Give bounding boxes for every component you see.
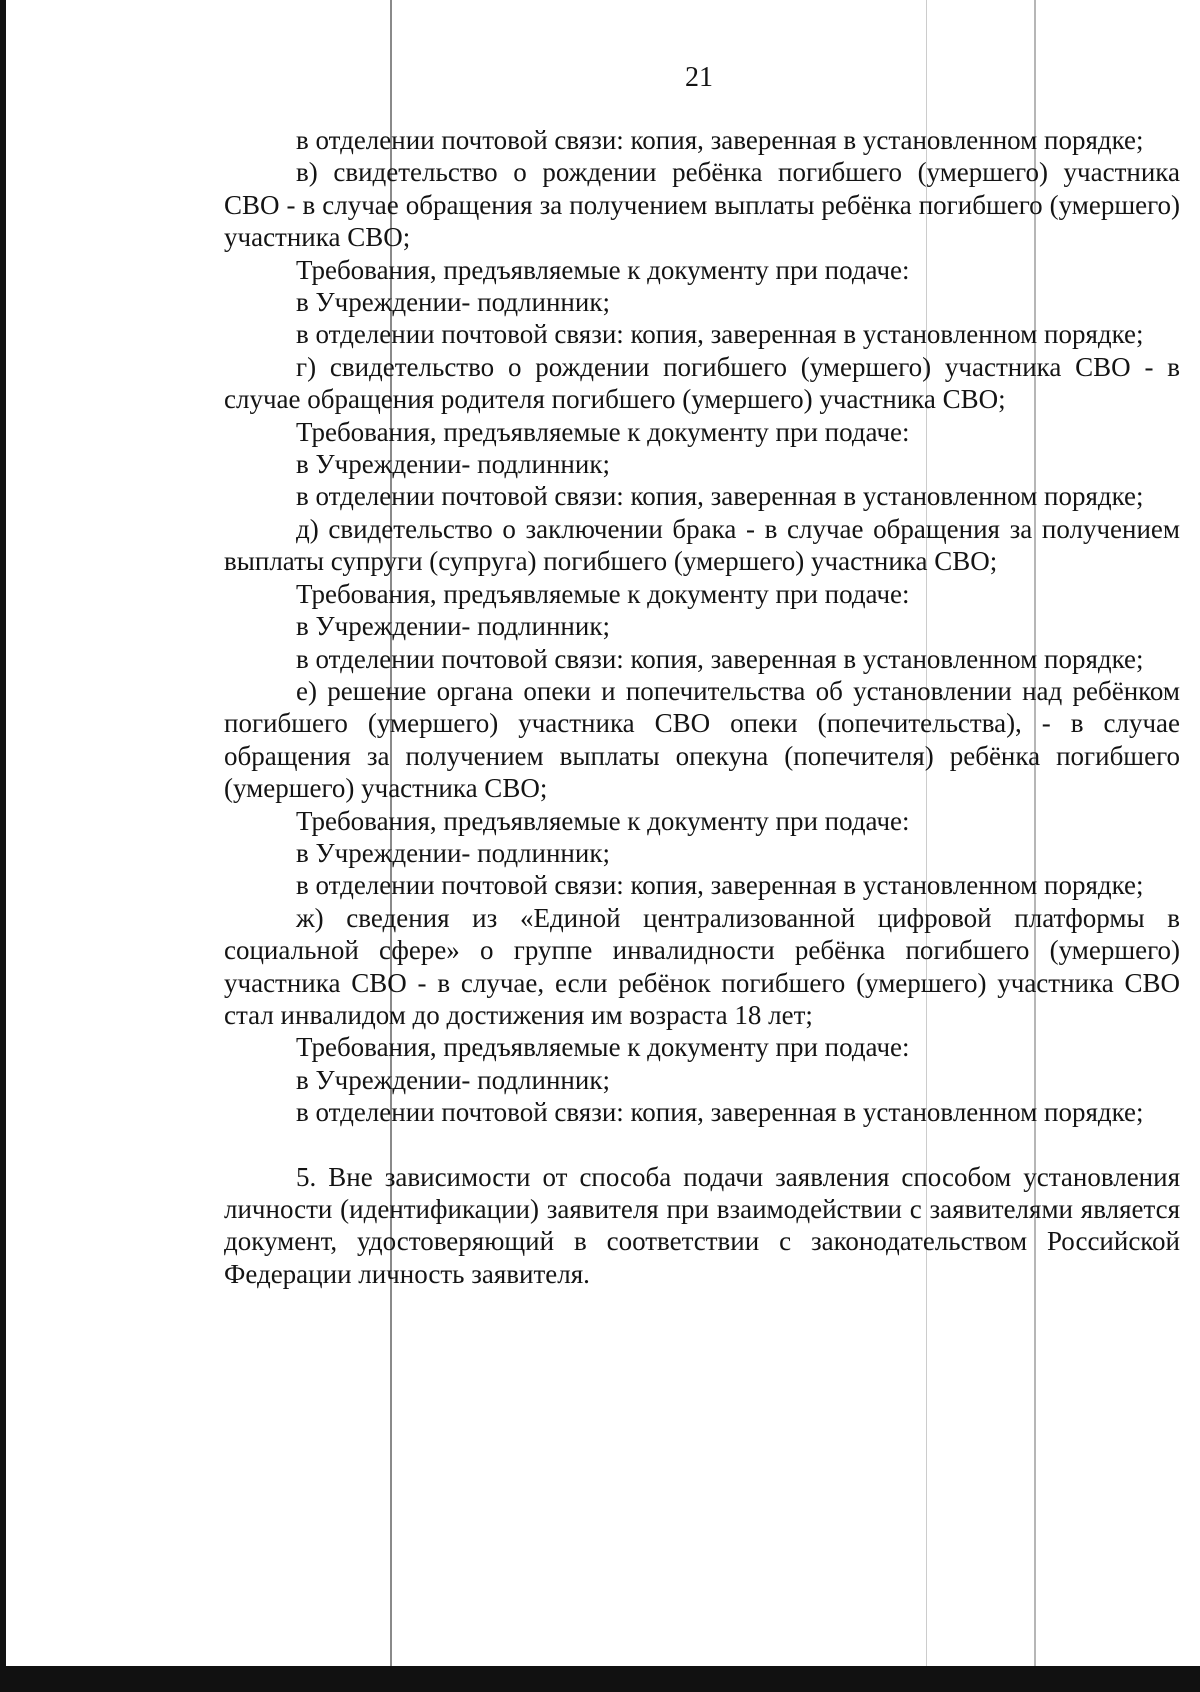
paragraph: в отделении почтовой связи: копия, заверенная в установленном порядке; (296, 870, 1144, 901)
paragraph: е) решение органа опеки и попечительства об установлении над ребёнком погибшего (умершего) участника СВО опеки (попечительства), - в случае обращения за получением выплаты опекуна (попечителя) ребёнка погибшего (умершего) участника СВО; (224, 675, 1180, 804)
paragraph: д) свидетельство о заключении брака - в случае обращения за получением выплаты супруги (супруга) погибшего (умершего) участника СВО; (224, 513, 1180, 577)
scan-bottom-edge (0, 1666, 1200, 1692)
paragraph: ж) сведения из «Единой централизованной цифровой платформы в социальной сфере» о группе инвалидности ребёнка погибшего (умершего) участника СВО - в случае, если ребёнок погибшего (умершего) участника СВО стал инвалидом до достижения им возраста 18 лет; (224, 902, 1180, 1030)
paragraph: в Учреждении- подлинник; (296, 837, 610, 868)
document-body (224, 124, 1180, 1290)
paragraph: в отделении почтовой связи: копия, заверенная в установленном порядке; (296, 125, 1144, 155)
paragraph: в Учреждении- подлинник; (296, 611, 610, 642)
paragraph: Требования, предъявляемые к документу при подаче: (296, 254, 910, 285)
paragraph: 5. Вне зависимости от способа подачи заявления способом установления личности (идентификации) заявителя при взаимодействии с заявителями является документ, удостоверяющий в соответствии с законодательством Российской Федерации личность заявителя. (224, 1161, 1180, 1289)
paragraph: Требования, предъявляемые к документу при подаче: (296, 805, 910, 836)
scan-left-edge (0, 0, 6, 1692)
page-number: 21 (685, 62, 713, 93)
paragraph: Требования, предъявляемые к документу при подаче: (296, 1032, 910, 1063)
paragraph: в Учреждении- подлинник; (296, 1064, 610, 1095)
paragraph: г) свидетельство о рождении погибшего (умершего) участника СВО - в случае обращения родителя погибшего (умершего) участника СВО; (224, 351, 1180, 415)
paragraph: в отделении почтовой связи: копия, заверенная в установленном порядке; (296, 481, 1144, 512)
paragraph: в Учреждении- подлинник; (296, 287, 610, 318)
paragraph: Требования, предъявляемые к документу при подаче: (296, 416, 910, 447)
paragraph: в отделении почтовой связи: копия, заверенная в установленном порядке; (296, 319, 1144, 350)
paragraph: в отделении почтовой связи: копия, заверенная в установленном порядке; (296, 643, 1144, 674)
paragraph: Требования, предъявляемые к документу при подаче: (296, 578, 910, 609)
paragraph: в) свидетельство о рождении ребёнка погибшего (умершего) участника СВО - в случае обращения за получением выплаты ребёнка погибшего (умершего) участника СВО; (224, 157, 1180, 253)
paragraph: в отделении почтовой связи: копия, заверенная в установленном порядке; (296, 1097, 1144, 1128)
paragraph: в Учреждении- подлинник; (296, 449, 610, 480)
